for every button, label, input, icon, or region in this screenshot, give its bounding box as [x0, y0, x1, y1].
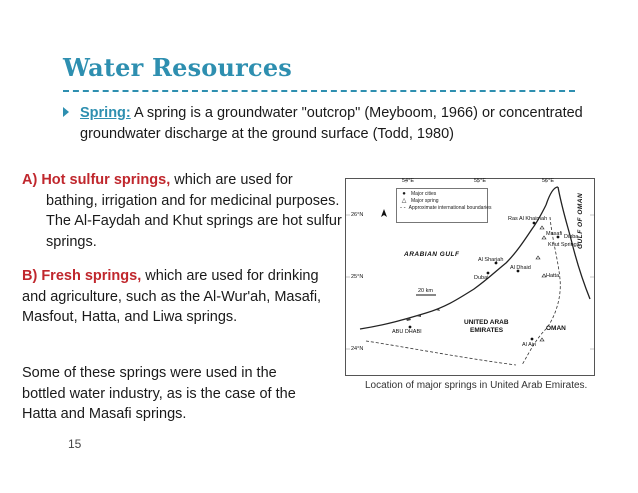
uae-label: UNITED ARAB [464, 319, 509, 326]
slide-title: Water Resources [63, 53, 292, 82]
definition-bullet [63, 103, 623, 145]
hot-springs-text: which are used for bathing, irrigation and for medicinal purposes. The Al-Faydah and Khut springs are hot sulfur springs. [46, 172, 342, 250]
page-number: 15 [68, 437, 82, 451]
header-bar [0, 0, 638, 34]
hot-springs-heading: A) Hot sulfur springs, [22, 172, 171, 188]
fresh-springs-heading: B) Fresh springs, [22, 268, 142, 284]
definition-text: A spring is a groundwater "outcrop" (Meyboom, 1966) or concentrated groundwater discharge at the ground surface (Todd, 1980) [80, 105, 583, 142]
bullet-arrow-icon [63, 107, 69, 117]
definition-term: Spring: [80, 105, 131, 121]
section-bottled-water: Some of these springs were used in the bottled water industry, as is the case of the Hatta and Masafi springs. [22, 365, 296, 422]
title-divider [63, 90, 575, 92]
map-caption: Location of major springs in United Arab Emirates. [365, 380, 588, 391]
springs-map: ● Major cities △ Major spring - - Approximate international boundaries 54°E 55°E 56°E 26°N 25°N 24°N ARABIAN GULF GULF OF OMAN UNITED ARAB EMIRATES OMAN Ras Al Khaimah Dibba Masafi Khut Springs Al Sharjah Dubai Al Dhaid Hatta ABU DHABI Al Ain 20 km [345, 178, 595, 376]
fresh-springs-text: which are used for drinking and agriculture, such as the Al-Wur'ah, Masafi, Masfout, Hatta, and Liwa springs. [22, 268, 322, 325]
map-legend: ● Major cities △ Major spring - - Approximate international boundaries [396, 188, 488, 223]
section-fresh-springs [22, 266, 322, 328]
city-dot-icon: ● [402, 191, 406, 197]
section-hot-springs [22, 170, 346, 252]
arabian-gulf-label: ARABIAN GULF [404, 251, 460, 258]
gulf-of-oman-label: GULF OF OMAN [577, 192, 584, 249]
boundary-dash-icon: - - [400, 205, 406, 211]
oman-label: OMAN [546, 325, 566, 332]
spring-triangle-icon: △ [401, 198, 407, 204]
